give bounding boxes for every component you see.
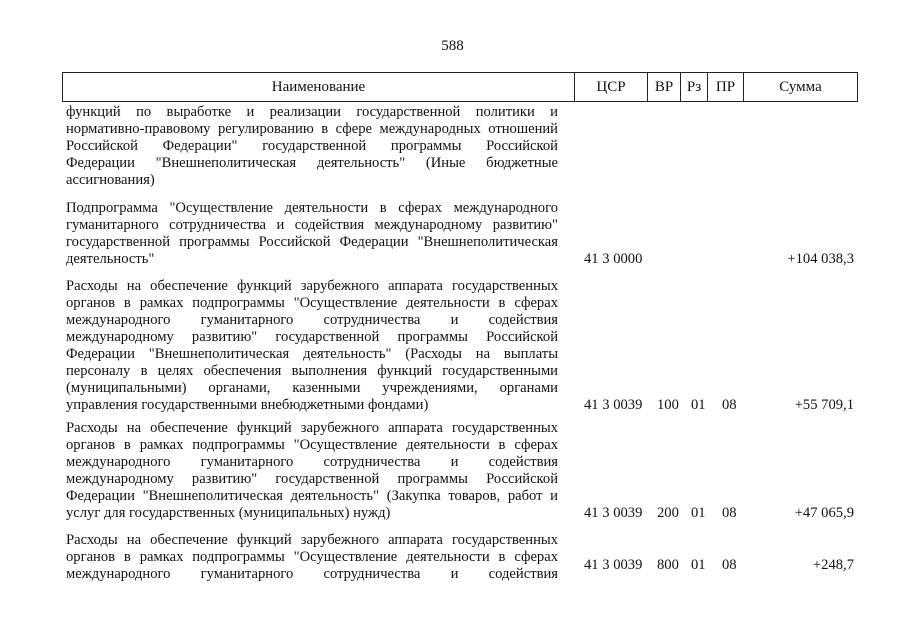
row-csr: 41 3 0039 [584,397,643,413]
header-vr: ВР [647,73,680,101]
row-name-line: международного гуманитарного сотрудничества и содействия [66,312,558,328]
header-rz: Рз [680,73,707,101]
table-row [66,200,866,268]
table-row [66,420,866,522]
row-vr: 100 [657,397,679,413]
row-sum: +248,7 [812,557,854,573]
row-name [66,420,558,522]
row-name-line: ассигнования) [66,172,155,188]
row-csr: 41 3 0039 [584,557,643,573]
row-name-line: международного гуманитарного сотрудничества и содействия [66,566,558,582]
header-sum: Сумма [743,73,857,101]
table-header [62,72,858,102]
row-name-line: Расходы на обеспечение функций зарубежного аппарата государственных [66,532,558,548]
table-row [66,278,866,414]
row-name [66,278,558,414]
row-csr: 41 3 0000 [584,251,643,267]
row-rz: 01 [691,397,706,413]
row-pr: 08 [722,397,737,413]
header-csr: ЦСР [574,73,647,101]
row-name-line: международному развитию" государственной программы Российской [66,471,558,487]
row-name-line: услуг для государственных (муниципальных) нужд) [66,505,391,521]
row-name-line: нормативно-правовому регулированию в сфере международных отношений [66,121,558,137]
row-sum: +55 709,1 [794,397,854,413]
row-pr: 08 [722,505,737,521]
row-sum: +47 065,9 [794,505,854,521]
row-name-line: органов в рамках подпрограммы "Осуществление деятельности в сферах [66,549,558,565]
page-number: 588 [441,38,464,54]
row-rz: 01 [691,505,706,521]
row-name-line: (муниципальными) органами, казенными учреждениями, органами [66,380,558,396]
header-name: Наименование [271,79,366,95]
row-csr: 41 3 0039 [584,505,643,521]
row-name [66,200,558,268]
row-name [66,532,558,583]
row-name-line: Российской Федерации" государственной программы Российской [66,138,558,154]
row-name-line: деятельность" [66,251,155,267]
row-name [66,104,558,189]
row-rz: 01 [691,557,706,573]
table-row [66,532,866,583]
header-pr: ПР [707,73,743,101]
row-vr: 200 [657,505,679,521]
row-name-line: международного гуманитарного сотрудничества и содействия [66,454,558,470]
row-name-line: Подпрограмма "Осуществление деятельности в сферах международного [66,200,558,216]
row-name-line: Федерации "Внешнеполитическая деятельность" (Иные бюджетные [66,155,558,171]
row-name-line: Федерации "Внешнеполитическая деятельность" (Расходы на выплаты [66,346,558,362]
row-name-line: международному развитию" государственной программы Российской [66,329,558,345]
row-name-line: управления государственными внебюджетными фондами) [66,397,429,413]
row-pr: 08 [722,557,737,573]
row-name-line: Расходы на обеспечение функций зарубежного аппарата государственных [66,420,558,436]
row-name-line: органов в рамках подпрограммы "Осуществление деятельности в сферах [66,437,558,453]
row-name-line: государственной программы Российской Федерации "Внешнеполитическая [66,234,558,250]
table-row [66,104,866,189]
row-name-line: органов в рамках подпрограммы "Осуществление деятельности в сферах [66,295,558,311]
row-name-line: Федерации "Внешнеполитическая деятельность" (Закупка товаров, работ и [66,488,558,504]
row-name-line: функций по выработке и реализации государственной политики и [66,104,558,120]
row-name-line: гуманитарного сотрудничества и содействия международному развитию" [66,217,558,233]
row-name-line: Расходы на обеспечение функций зарубежного аппарата государственных [66,278,558,294]
row-sum: +104 038,3 [787,251,854,267]
row-vr: 800 [657,557,679,573]
row-name-line: персоналу в целях обеспечения выполнения функций государственными [66,363,558,379]
